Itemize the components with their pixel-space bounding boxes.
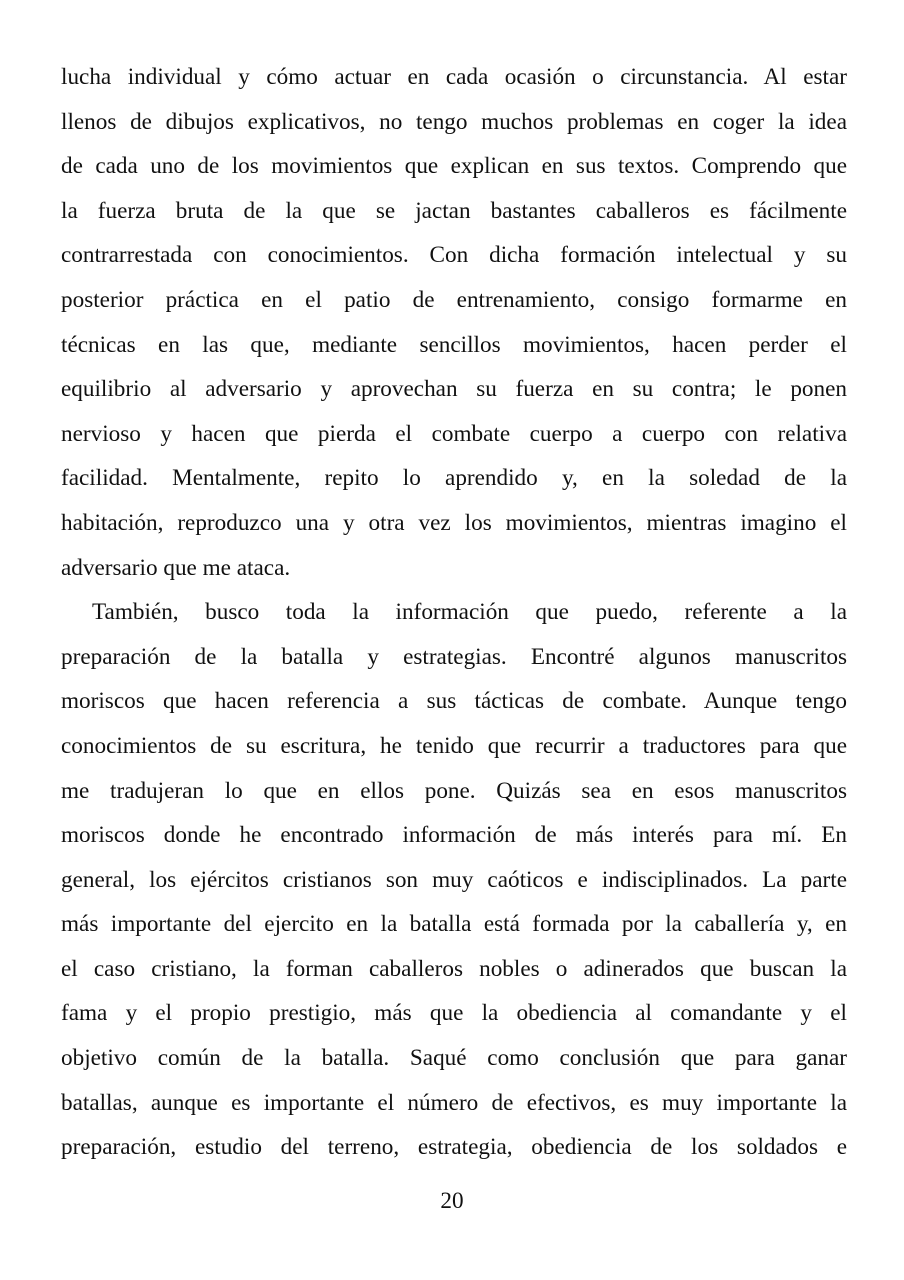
text-line: la fuerza bruta de la que se jactan bastantes caballeros es fácilmente [61,197,847,224]
text-line: preparación, estudio del terreno, estrategia, obediencia de los soldados e [61,1134,847,1161]
text-line: adversario que me ataca. [61,554,291,581]
text-line: conocimientos de su escritura, he tenido que recurrir a traductores para que [61,732,847,759]
text-line: equilibrio al adversario y aprovechan su fuerza en su contra; le ponen [61,376,847,403]
text-line: contrarrestada con conocimientos. Con dicha formación intelectual y su [61,242,847,269]
text-line: el caso cristiano, la forman caballeros nobles o adinerados que buscan la [61,955,847,982]
text-line: fama y el propio prestigio, más que la obediencia al comandante y el [61,1000,847,1027]
text-line: preparación de la batalla y estrategias. Encontré algunos manuscritos [61,643,847,670]
text-line: habitación, reproduzco una y otra vez los movimientos, mientras imagino el [61,509,847,536]
text-line: llenos de dibujos explicativos, no tengo muchos problemas en coger la idea [61,108,847,135]
text-line: moriscos que hacen referencia a sus tácticas de combate. Aunque tengo [61,688,847,715]
text-line: técnicas en las que, mediante sencillos movimientos, hacen perder el [61,331,847,358]
text-line: de cada uno de los movimientos que explican en sus textos. Comprendo que [61,153,847,180]
text-line: lucha individual y cómo actuar en cada ocasión o circunstancia. Al estar [61,64,847,90]
text-line: batallas, aunque es importante el número de efectivos, es muy importante la [61,1089,847,1116]
text-line: me tradujeran lo que en ellos pone. Quizás sea en esos manuscritos [61,777,847,804]
text-line: facilidad. Mentalmente, repito lo aprendido y, en la soledad de la [61,465,847,492]
text-line: También, busco toda la información que puedo, referente a la [92,599,847,626]
text-line: más importante del ejercito en la batalla está formada por la caballería y, en [61,911,847,938]
page-number: 20 [440,1188,464,1214]
text-line: objetivo común de la batalla. Saqué como conclusión que para ganar [61,1045,847,1072]
text-line: moriscos donde he encontrado información de más interés para mí. En [61,822,847,849]
body-text [61,55,847,1170]
text-line: posterior práctica en el patio de entrenamiento, consigo formarme en [61,286,847,313]
text-line: general, los ejércitos cristianos son muy caóticos e indisciplinados. La parte [61,866,847,893]
text-line: nervioso y hacen que pierda el combate cuerpo a cuerpo con relativa [61,420,847,447]
